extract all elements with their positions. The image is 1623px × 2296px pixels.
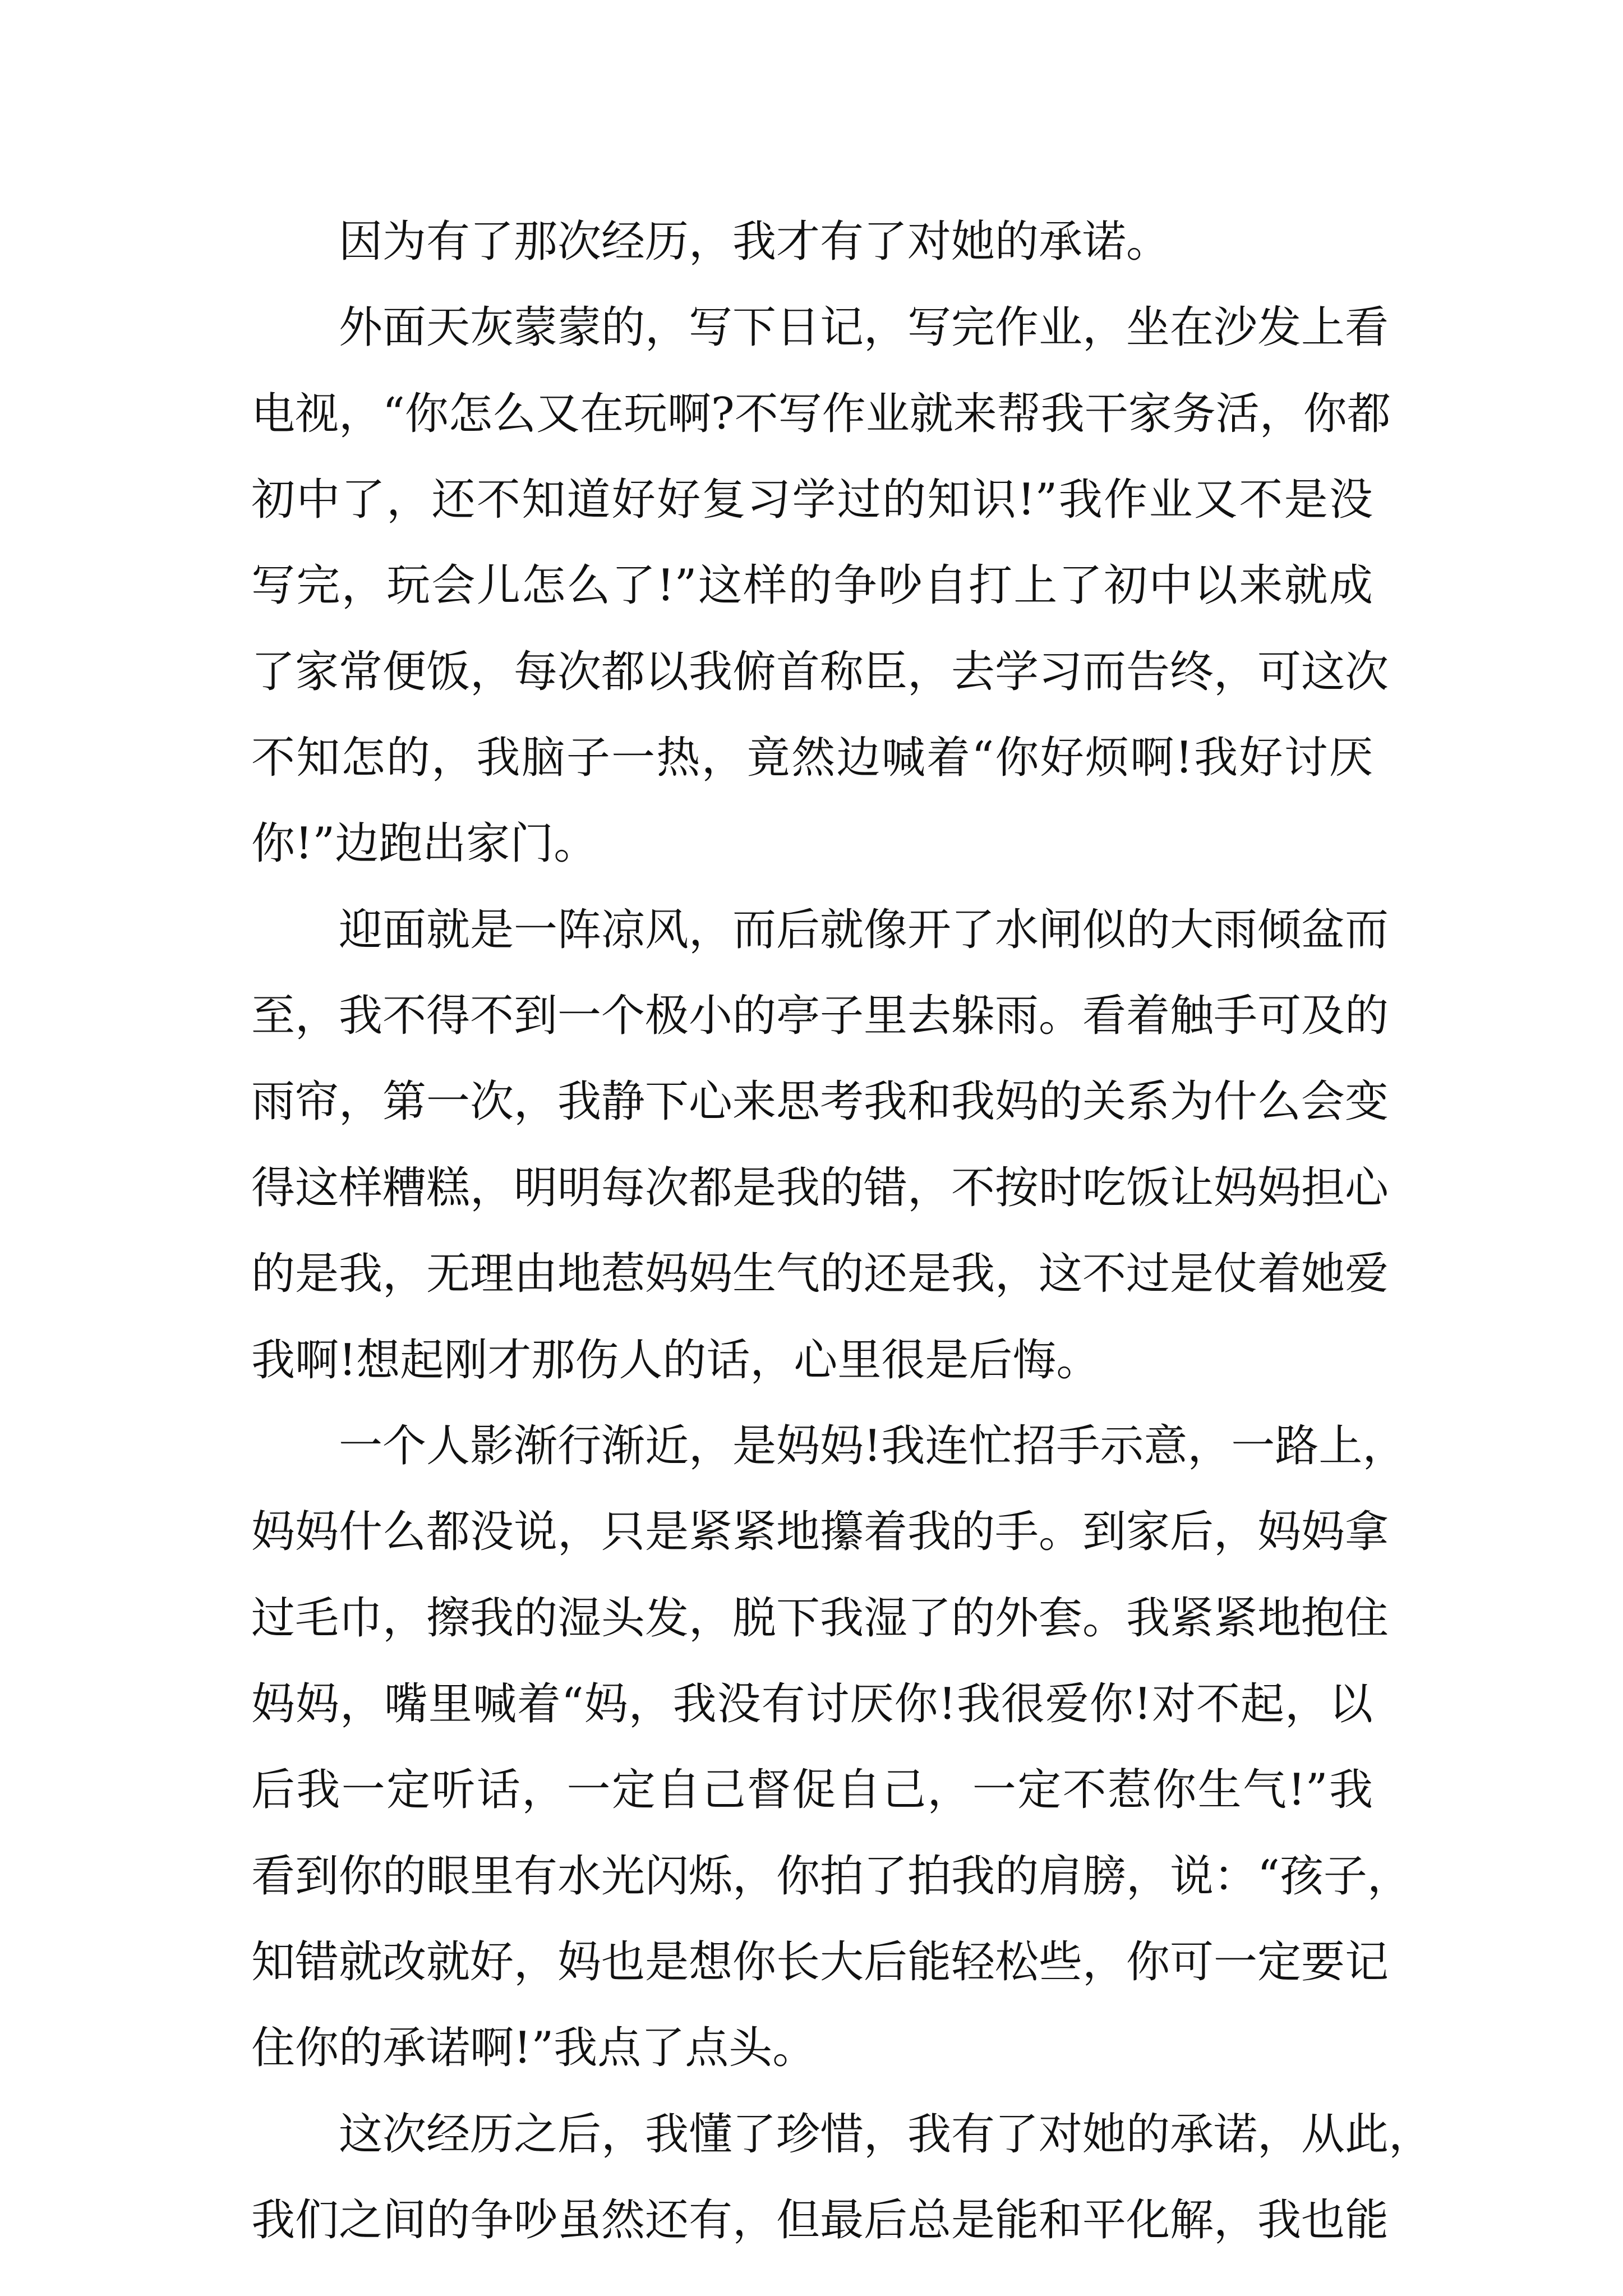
text-line: 看到你的眼里有水光闪烁，你拍了拍我的肩膀，说：“孩子， (251, 1851, 1411, 1902)
text-line: 写完，玩会儿怎么了!”这样的争吵自打上了初中以来就成 (251, 560, 1373, 611)
text-line: 了家常便饭，每次都以我俯首称臣，去学习而告终，可这次 (251, 646, 1389, 697)
text-line: 妈妈，嘴里喊着“妈，我没有讨厌你!我很爱你!对不起，以 (251, 1678, 1373, 1729)
text-line: 妈妈什么都没说，只是紧紧地攥着我的手。到家后，妈妈拿 (251, 1507, 1389, 1558)
text-line: 得这样糟糕，明明每次都是我的错，不按时吃饭让妈妈担心 (251, 1162, 1389, 1213)
text-line: 外面天灰蒙蒙的，写下日记，写完作业，坐在沙发上看 (339, 302, 1389, 353)
text-line: 雨帘，第一次，我静下心来思考我和我妈的关系为什么会变 (251, 1076, 1389, 1128)
text-line: 我们之间的争吵虽然还有，但最后总是能和平化解，我也能 (251, 2195, 1389, 2246)
text-line: 住你的承诺啊!”我点了点头。 (251, 2023, 817, 2074)
text-line: 不知怎的，我脑子一热，竟然边喊着“你好烦啊!我好讨厌 (251, 733, 1373, 784)
text-line: 后我一定听话，一定自己督促自己，一定不惹你生气!”我 (251, 1765, 1373, 1816)
text-line: 迎面就是一阵凉风，而后就像开了水闸似的大雨倾盆而 (339, 904, 1389, 955)
text-line: 你!”边跑出家门。 (251, 818, 598, 869)
text-line: 一个人影渐行渐近，是妈妈!我连忙招手示意，一路上， (339, 1420, 1407, 1471)
text-line: 这次经历之后，我懂了珍惜，我有了对她的承诺，从此， (339, 2109, 1433, 2160)
text-line: 因为有了那次经历，我才有了对她的承诺。 (339, 217, 1170, 267)
text-line: 过毛巾，擦我的湿头发，脱下我湿了的外套。我紧紧地抱住 (251, 1593, 1389, 1644)
text-line: 知错就改就好，妈也是想你长大后能轻松些，你可一定要记 (251, 1936, 1389, 1987)
text-line: 至，我不得不到一个极小的亭子里去躲雨。看着触手可及的 (251, 991, 1389, 1042)
text-line: 的是我，无理由地惹妈妈生气的还是我，这不过是仗着她爱 (251, 1249, 1389, 1300)
text-line: 初中了，还不知道好好复习学过的知识!”我作业又不是没 (251, 475, 1373, 526)
text-line: 电视，“你怎么又在玩啊?不写作业就来帮我干家务活，你都 (251, 388, 1391, 439)
text-line: 我啊!想起刚才那伤人的话，心里很是后悔。 (251, 1335, 1100, 1386)
